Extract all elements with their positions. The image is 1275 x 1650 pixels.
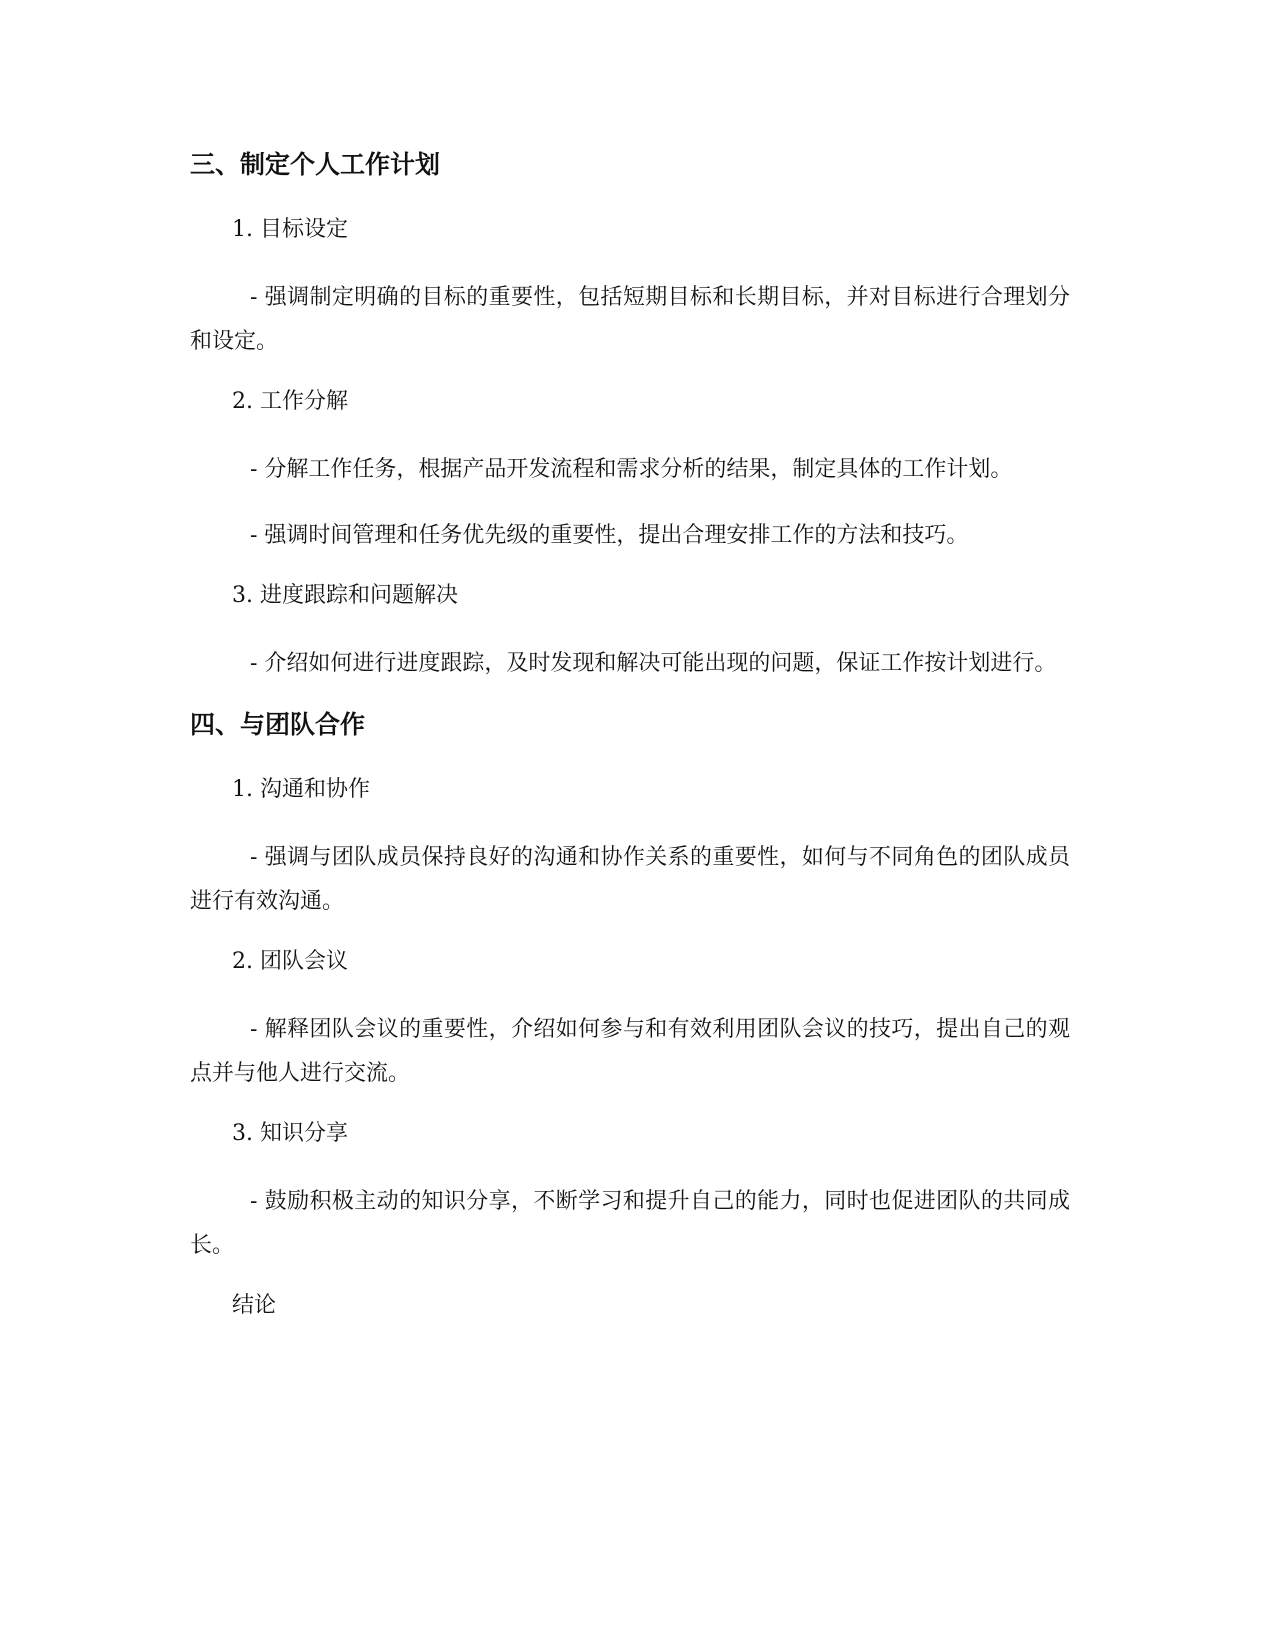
paragraph-knowledge-sharing: - 鼓励积极主动的知识分享，不断学习和提升自己的能力，同时也促进团队的共同成长。 <box>190 1189 1070 1258</box>
document-body <box>190 148 1070 1322</box>
paragraph-goal-setting: - 强调制定明确的目标的重要性，包括短期目标和长期目标，并对目标进行合理划分和设定。 <box>190 285 1070 354</box>
section-heading-teamwork: 四、与团队合作 <box>190 710 366 739</box>
paragraph-team-meeting: - 解释团队会议的重要性，介绍如何参与和有效利用团队会议的技巧，提出自己的观点并与他人进行交流。 <box>190 1017 1070 1086</box>
item-title-goal-setting: 1. 目标设定 <box>232 217 348 242</box>
conclusion-heading: 结论 <box>232 1293 277 1318</box>
item-title-communication: 1. 沟通和协作 <box>232 777 370 802</box>
item-title-knowledge-sharing: 3. 知识分享 <box>232 1121 348 1146</box>
paragraph-work-breakdown-2: - 强调时间管理和任务优先级的重要性，提出合理安排工作的方法和技巧。 <box>250 523 969 548</box>
item-title-progress-tracking: 3. 进度跟踪和问题解决 <box>232 583 458 608</box>
paragraph-communication: - 强调与团队成员保持良好的沟通和协作关系的重要性，如何与不同角色的团队成员进行有效沟通。 <box>190 845 1070 914</box>
item-title-work-breakdown: 2. 工作分解 <box>232 389 348 414</box>
section-heading-plan: 三、制定个人工作计划 <box>190 150 441 179</box>
item-title-team-meeting: 2. 团队会议 <box>232 949 348 974</box>
paragraph-work-breakdown-1: - 分解工作任务，根据产品开发流程和需求分析的结果，制定具体的工作计划。 <box>250 457 1013 482</box>
paragraph-progress-tracking: - 介绍如何进行进度跟踪，及时发现和解决可能出现的问题，保证工作按计划进行。 <box>250 651 1057 676</box>
